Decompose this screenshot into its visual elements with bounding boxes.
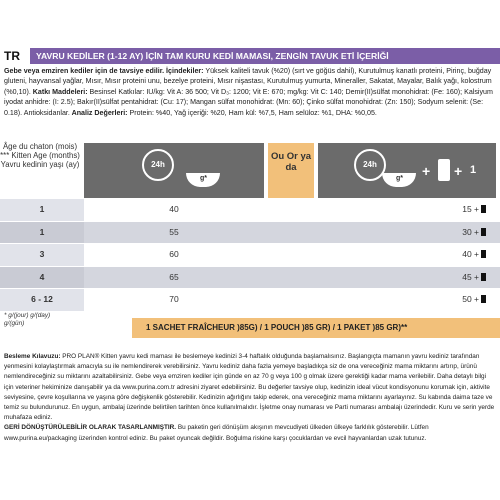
label-header <box>0 48 500 64</box>
row-dry-amount: 60 <box>169 249 179 260</box>
plus-sign: + <box>454 163 463 179</box>
units-label: * g/(jour) g/(day) g/(gün) <box>4 312 51 327</box>
recycle-text: Bu paketin geri dönüşüm akışının mevcudiyeti ülkeden ülkeye farklılık gösterebilir. Lütfen www.purina.eu/packaging üzerinden kontrol ediniz. Bu paket oyuncak değildir. Boğulma riskine karşı çocuklardan ve evcil hayvanlardan uzak tutunuz. <box>4 424 429 442</box>
additives-text: Besinsel Katkılar: IU/kg: Vit A: 36 500; Vit D₃: 1200; Vit E: 670; mg/kg: Vit C: 140; Demir(II)sülfat monohidrat: (Fe: 160); Kalsiyum iyodat anhidre: (I: 2.5); Bakır(II)sülfat pentahidrat: (Cu: 17); Mangan sülfat monohidrat: (Mn: 60); Çinko sülfat monohidrat: (Zn: 150); Sodyum selenit: (Se: 0.18). Antioksidanlar. <box>4 87 493 117</box>
table-row <box>0 267 500 290</box>
recycle-heading: GERİ DÖNÜŞTÜRÜLEBİLİR OLARAK TASARLANMIŞTIR. <box>4 424 177 432</box>
analysis-heading: Analiz Değerleri: <box>69 108 128 117</box>
table-row <box>0 199 500 222</box>
clock-24h-icon: 24h <box>142 149 174 181</box>
row-age: 1 <box>0 222 84 244</box>
feeding-rows <box>0 199 500 312</box>
row-dry-amount: 55 <box>169 226 179 237</box>
table-row <box>0 222 500 245</box>
feeding-guide <box>4 352 496 444</box>
clock-24h-icon: 24h <box>354 149 386 181</box>
pouch-mini-icon <box>481 273 486 281</box>
row-age: 4 <box>0 267 84 289</box>
intro-lead: Gebe veya emziren kediler için de tavsiye edilir. İçindekiler: <box>4 67 204 75</box>
row-dry-amount: 65 <box>169 271 179 282</box>
row-age: 1 <box>0 199 84 221</box>
ingredients-text: Yüksek kaliteli tavuk (%20) (sırt ve göğüs dahil), Kurutulmuş kanatlı proteini, Pirinç, buğday gluteni, hayvansal yağlar, Mısır, Mısır proteini unu, bezelye proteini, Mısır nişastası, Kurutulmuş yumurta, Mineraller, Sakatat, Mayalar, Balık yağı, kolostrum (%0,10). <box>4 67 492 96</box>
guide-text: PRO PLAN® Kitten yavru kedi maması ile beslemeye kedinizi 3-4 haftalık olduğunda başlamalısınız. Başlangıçta mamanın yavru kediniz tarafından yenmesini kolaylaştırmak amacıyla su ile nemlendirerek verebilirsiniz. Yavru kediniz daha fazla yemeye başladıkça siz de ona vereceğiniz mama miktarını artırıp, ürünü nemlendireceğiniz su miktarını azaltabilirsiniz. Gebe veya emziren kediler için günde en az 70 g veya 100 g olmak üzere gerektiği kadar mama verilebilir. Daha detaylı bilgi için veteriner hekiminize danışabilir ya da www.purina.com.tr adresini ziyaret edebilirsiniz. Bu değerler tavsiye olup, kedinizin ideal vücut kondisyonunu korumak için, aktivite seviyesine, çevre koşullarına ve yaşına göre değişkenlik gösterebilir. Kedinizin ağırlığını takip ederek, ona vereceğiniz mama miktarını ayarlayınız. Su kabında daima taze ve temiz su bulundurunuz. En uygun, ambalaj üzerinde belirtilen tarihten önce kullanılmalıdır. İşletme onay numarası ve Parti numarası ambalajı üzerindedir. Kuru ve serin yerde muhafaza ediniz. <box>4 353 495 422</box>
guide-heading: Besleme Kılavuzu: <box>4 353 61 360</box>
analysis-text: Protein: %40, Yağ içeriği: %20, Ham kül: %7,5, Ham selüloz: %1, DHA: %0,05. <box>127 108 377 117</box>
bowl-grams-label: g* <box>396 175 403 182</box>
row-mix-amount: 30 + <box>318 222 496 244</box>
row-age: 6 - 12 <box>0 289 84 311</box>
row-mix-amount: 40 + <box>318 244 496 266</box>
ingredients-block <box>4 66 496 118</box>
pouch-mini-icon <box>481 250 486 258</box>
table-row <box>0 289 500 312</box>
row-mix-amount: 15 + <box>318 199 496 221</box>
or-separator: Ou Or ya da <box>268 143 314 198</box>
row-dry-amount: 70 <box>169 294 179 305</box>
product-title: YAVRU KEDİLER (1-12 AY) İÇİN TAM KURU KEDİ MAMASI, ZENGİN TAVUK ETİ İÇERİĞİ <box>30 48 500 64</box>
bowl-grams-label: g* <box>200 175 207 182</box>
row-dry-amount: 40 <box>169 204 179 214</box>
mixed-feeding-panel <box>318 143 496 198</box>
language-code: TR <box>4 49 20 63</box>
additives-heading: Katkı Maddeleri: <box>30 87 88 96</box>
pouch-icon <box>438 159 450 181</box>
age-column-header: Âge du chaton (mois) *** Kitten Age (months) Yavru kedinin yaşı (ay) <box>0 142 80 169</box>
table-row <box>0 244 500 267</box>
plus-sign: + <box>422 163 431 179</box>
row-mix-amount: 50 + <box>318 289 496 311</box>
pouch-size-note: 1 SACHET FRAÎCHEUR )85G) / 1 POUCH )85 GR) / 1 PAKET )85 GR)** <box>132 318 500 338</box>
dry-only-panel <box>84 143 264 198</box>
pouch-mini-icon <box>481 295 486 303</box>
pouch-mini-icon <box>481 205 486 213</box>
row-mix-amount: 45 + <box>318 267 496 289</box>
pouch-mini-icon <box>481 228 486 236</box>
serving-legend <box>0 312 500 344</box>
pouch-count: 1 <box>470 164 477 176</box>
feeding-table <box>0 143 500 308</box>
row-age: 3 <box>0 244 84 266</box>
